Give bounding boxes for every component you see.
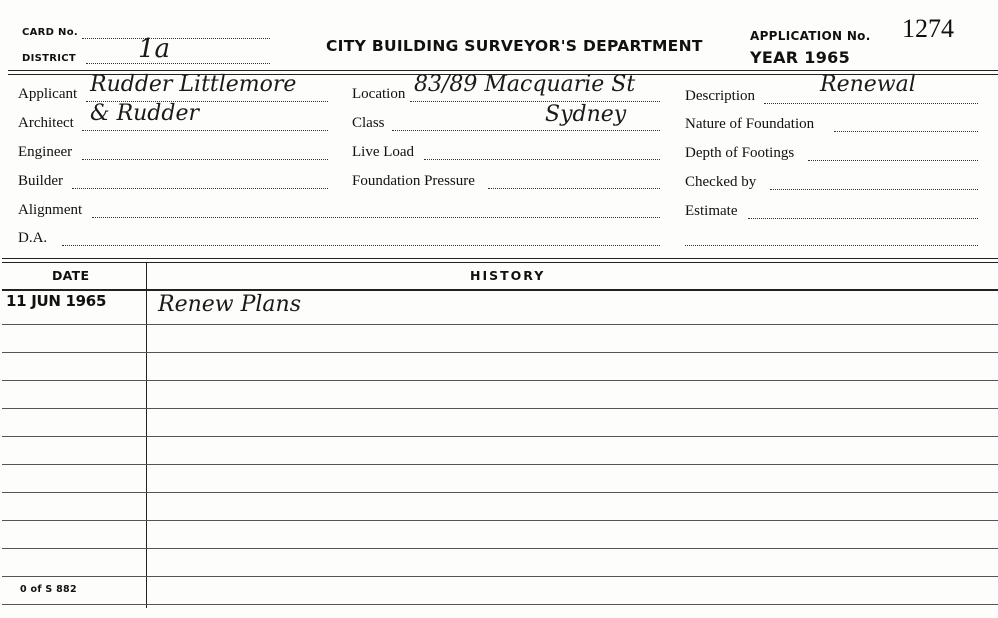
history-header-rule [2,289,998,291]
builder-line [72,188,328,189]
history-row-line [2,464,998,465]
card-no-label: CARD No. [22,27,78,38]
location-value: 83/89 Macquarie St [414,72,636,97]
history-row-line [2,380,998,381]
live-load-line [424,159,660,160]
history-row-line [2,436,998,437]
foundation-pressure-label: Foundation Pressure [352,173,475,189]
application-number: 1274 [902,14,954,43]
year-label: YEAR 1965 [750,48,851,67]
col3-blank-line [685,245,978,246]
foundation-pressure-line [488,188,660,189]
architect-value: & Rudder [90,101,200,126]
depth-of-footings-line [808,160,978,161]
history-row-line [2,408,998,409]
nature-of-foundation-label: Nature of Foundation [685,116,815,132]
da-line [62,245,660,246]
applicant-value: Rudder Littlemore [90,72,297,97]
engineer-label: Engineer [18,144,73,160]
history-row-line [2,352,998,353]
application-label: APPLICATION No. [750,29,871,43]
engineer-line [82,159,328,160]
architect-line [82,130,328,131]
department-title: CITY BUILDING SURVEYOR'S DEPARTMENT [326,37,703,55]
architect-label: Architect [18,115,74,131]
class-line [392,130,660,131]
history-row-line [2,492,998,493]
live-load-label: Live Load [352,144,415,160]
estimate-line [748,218,978,219]
district-value: 1a [138,34,171,64]
da-label: D.A. [18,230,48,246]
checked-by-label: Checked by [685,174,757,190]
depth-of-footings-label: Depth of Footings [685,145,795,161]
history-entry-date: 11 JUN 1965 [6,292,107,310]
checked-by-line [770,189,978,190]
date-column-divider [146,262,147,608]
history-entry-text: Renew Plans [158,292,302,317]
description-value: Renewal [820,72,916,97]
history-row-line [2,324,998,325]
history-row-line [2,576,998,577]
history-header: HISTORY [470,268,546,283]
location-value-line2: Sydney [545,102,627,127]
description-line [764,103,978,104]
history-row-line [2,604,998,605]
applicant-label: Applicant [18,86,78,102]
estimate-label: Estimate [685,203,738,219]
nature-of-foundation-line [834,131,978,132]
history-row-line [2,520,998,521]
alignment-line [92,217,660,218]
alignment-label: Alignment [18,202,83,218]
location-label: Location [352,86,406,102]
class-label: Class [352,115,385,131]
date-header: DATE [52,268,90,283]
history-rule-top [2,258,998,259]
district-label: DISTRICT [22,53,77,64]
builder-label: Builder [18,173,63,189]
card-no-line [82,38,270,39]
history-rule-top-2 [2,262,998,263]
form-code: 0 of S 882 [20,584,81,595]
description-label: Description [685,88,755,104]
history-row-line [2,548,998,549]
district-line [86,63,270,64]
